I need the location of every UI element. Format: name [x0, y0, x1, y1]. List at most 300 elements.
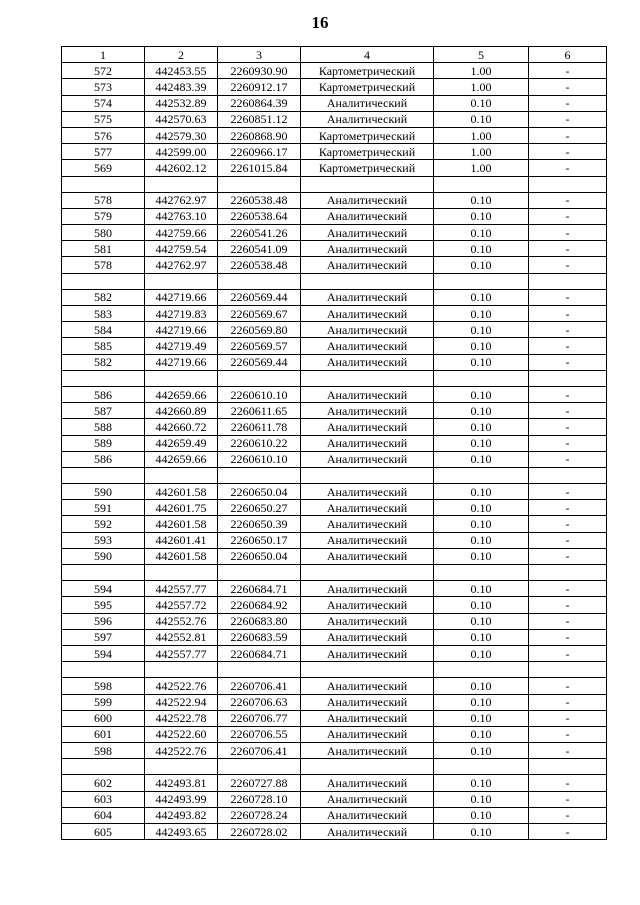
point-number-cell: 576 [62, 127, 145, 143]
empty-cell [529, 176, 607, 192]
point-number-cell: 582 [62, 354, 145, 370]
accuracy-cell: 0.10 [434, 710, 529, 726]
y-coordinate-cell: 2260706.77 [218, 710, 301, 726]
empty-cell [434, 273, 529, 289]
description-cell: - [529, 225, 607, 241]
y-coordinate-cell: 2260569.44 [218, 289, 301, 305]
point-number-cell: 572 [62, 63, 145, 79]
empty-cell [145, 176, 218, 192]
table-row [62, 775, 607, 791]
empty-cell [62, 273, 145, 289]
empty-cell [62, 370, 145, 386]
table-row [62, 548, 607, 564]
empty-cell [434, 759, 529, 775]
method-cell: Аналитический [301, 807, 434, 823]
accuracy-cell: 0.10 [434, 824, 529, 840]
method-cell: Аналитический [301, 403, 434, 419]
table-row [62, 807, 607, 823]
method-cell: Аналитический [301, 354, 434, 370]
column-header: 6 [529, 47, 607, 63]
table-row [62, 144, 607, 160]
y-coordinate-cell: 2260569.57 [218, 338, 301, 354]
empty-cell [301, 176, 434, 192]
description-cell: - [529, 95, 607, 111]
point-number-cell: 603 [62, 791, 145, 807]
x-coordinate-cell: 442601.58 [145, 484, 218, 500]
method-cell: Аналитический [301, 306, 434, 322]
method-cell: Аналитический [301, 613, 434, 629]
accuracy-cell: 0.10 [434, 791, 529, 807]
method-cell: Аналитический [301, 95, 434, 111]
y-coordinate-cell: 2260728.02 [218, 824, 301, 840]
accuracy-cell: 0.10 [434, 548, 529, 564]
description-cell: - [529, 208, 607, 224]
method-cell: Аналитический [301, 645, 434, 661]
accuracy-cell: 0.10 [434, 532, 529, 548]
point-number-cell: 588 [62, 419, 145, 435]
description-cell: - [529, 338, 607, 354]
method-cell: Аналитический [301, 694, 434, 710]
empty-cell [145, 370, 218, 386]
table-row [62, 289, 607, 305]
method-cell: Картометрический [301, 144, 434, 160]
table-row [62, 354, 607, 370]
y-coordinate-cell: 2261015.84 [218, 160, 301, 176]
accuracy-cell: 0.10 [434, 95, 529, 111]
accuracy-cell: 0.10 [434, 500, 529, 516]
point-number-cell: 604 [62, 807, 145, 823]
point-number-cell: 581 [62, 241, 145, 257]
description-cell: - [529, 613, 607, 629]
table-row [62, 403, 607, 419]
empty-cell [529, 565, 607, 581]
accuracy-cell: 0.10 [434, 645, 529, 661]
x-coordinate-cell: 442719.83 [145, 306, 218, 322]
description-cell: - [529, 710, 607, 726]
table-body [62, 47, 607, 840]
description-cell: - [529, 241, 607, 257]
description-cell: - [529, 127, 607, 143]
x-coordinate-cell: 442763.10 [145, 208, 218, 224]
method-cell: Аналитический [301, 824, 434, 840]
empty-cell [62, 662, 145, 678]
x-coordinate-cell: 442601.58 [145, 516, 218, 532]
empty-cell [434, 467, 529, 483]
table-row [62, 192, 607, 208]
description-cell: - [529, 111, 607, 127]
table-row [62, 629, 607, 645]
x-coordinate-cell: 442762.97 [145, 192, 218, 208]
point-number-cell: 578 [62, 192, 145, 208]
method-cell: Аналитический [301, 743, 434, 759]
x-coordinate-cell: 442579.30 [145, 127, 218, 143]
table-row [62, 338, 607, 354]
accuracy-cell: 0.10 [434, 629, 529, 645]
accuracy-cell: 0.10 [434, 322, 529, 338]
description-cell: - [529, 597, 607, 613]
empty-cell [62, 467, 145, 483]
y-coordinate-cell: 2260868.90 [218, 127, 301, 143]
accuracy-cell: 0.10 [434, 338, 529, 354]
y-coordinate-cell: 2260541.26 [218, 225, 301, 241]
x-coordinate-cell: 442719.66 [145, 354, 218, 370]
empty-cell [218, 467, 301, 483]
point-number-cell: 586 [62, 451, 145, 467]
table-row [62, 160, 607, 176]
point-number-cell: 602 [62, 775, 145, 791]
y-coordinate-cell: 2260610.10 [218, 451, 301, 467]
x-coordinate-cell: 442522.60 [145, 726, 218, 742]
table-row [62, 597, 607, 613]
x-coordinate-cell: 442522.76 [145, 743, 218, 759]
y-coordinate-cell: 2260684.71 [218, 645, 301, 661]
method-cell: Аналитический [301, 257, 434, 273]
method-cell: Аналитический [301, 597, 434, 613]
point-number-cell: 590 [62, 548, 145, 564]
accuracy-cell: 0.10 [434, 354, 529, 370]
x-coordinate-cell: 442762.97 [145, 257, 218, 273]
table-row [62, 111, 607, 127]
x-coordinate-cell: 442759.66 [145, 225, 218, 241]
x-coordinate-cell: 442659.66 [145, 451, 218, 467]
point-number-cell: 599 [62, 694, 145, 710]
empty-cell [434, 176, 529, 192]
accuracy-cell: 0.10 [434, 192, 529, 208]
accuracy-cell: 0.10 [434, 289, 529, 305]
method-cell: Картометрический [301, 79, 434, 95]
y-coordinate-cell: 2260569.67 [218, 306, 301, 322]
column-header: 3 [218, 47, 301, 63]
description-cell: - [529, 629, 607, 645]
y-coordinate-cell: 2260683.80 [218, 613, 301, 629]
point-number-cell: 593 [62, 532, 145, 548]
separator-row [62, 176, 607, 192]
point-number-cell: 585 [62, 338, 145, 354]
method-cell: Картометрический [301, 127, 434, 143]
accuracy-cell: 0.10 [434, 386, 529, 402]
table-row [62, 516, 607, 532]
method-cell: Аналитический [301, 581, 434, 597]
description-cell: - [529, 322, 607, 338]
y-coordinate-cell: 2260538.48 [218, 192, 301, 208]
description-cell: - [529, 775, 607, 791]
empty-cell [529, 273, 607, 289]
table-row [62, 435, 607, 451]
y-coordinate-cell: 2260569.80 [218, 322, 301, 338]
accuracy-cell: 1.00 [434, 63, 529, 79]
point-number-cell: 594 [62, 581, 145, 597]
point-number-cell: 597 [62, 629, 145, 645]
empty-cell [145, 467, 218, 483]
y-coordinate-cell: 2260706.55 [218, 726, 301, 742]
accuracy-cell: 0.10 [434, 597, 529, 613]
x-coordinate-cell: 442557.77 [145, 645, 218, 661]
point-number-cell: 575 [62, 111, 145, 127]
y-coordinate-cell: 2260864.39 [218, 95, 301, 111]
y-coordinate-cell: 2260650.27 [218, 500, 301, 516]
method-cell: Аналитический [301, 435, 434, 451]
description-cell: - [529, 645, 607, 661]
accuracy-cell: 0.10 [434, 726, 529, 742]
table-row [62, 386, 607, 402]
description-cell: - [529, 386, 607, 402]
table-row [62, 241, 607, 257]
method-cell: Аналитический [301, 289, 434, 305]
accuracy-cell: 0.10 [434, 484, 529, 500]
method-cell: Аналитический [301, 710, 434, 726]
point-number-cell: 601 [62, 726, 145, 742]
x-coordinate-cell: 442660.72 [145, 419, 218, 435]
y-coordinate-cell: 2260569.44 [218, 354, 301, 370]
description-cell: - [529, 63, 607, 79]
y-coordinate-cell: 2260650.04 [218, 548, 301, 564]
column-header: 2 [145, 47, 218, 63]
empty-cell [218, 370, 301, 386]
table-row [62, 710, 607, 726]
method-cell: Аналитический [301, 532, 434, 548]
x-coordinate-cell: 442602.12 [145, 160, 218, 176]
description-cell: - [529, 581, 607, 597]
accuracy-cell: 0.10 [434, 807, 529, 823]
method-cell: Аналитический [301, 241, 434, 257]
table-row [62, 451, 607, 467]
description-cell: - [529, 484, 607, 500]
method-cell: Аналитический [301, 111, 434, 127]
y-coordinate-cell: 2260650.17 [218, 532, 301, 548]
method-cell: Аналитический [301, 775, 434, 791]
accuracy-cell: 0.10 [434, 581, 529, 597]
table-row [62, 257, 607, 273]
empty-cell [434, 370, 529, 386]
x-coordinate-cell: 442659.49 [145, 435, 218, 451]
table-row [62, 127, 607, 143]
description-cell: - [529, 403, 607, 419]
x-coordinate-cell: 442552.81 [145, 629, 218, 645]
x-coordinate-cell: 442532.89 [145, 95, 218, 111]
column-header: 5 [434, 47, 529, 63]
y-coordinate-cell: 2260538.64 [218, 208, 301, 224]
table-row [62, 419, 607, 435]
method-cell: Аналитический [301, 419, 434, 435]
table-row [62, 613, 607, 629]
table-row [62, 581, 607, 597]
point-number-cell: 569 [62, 160, 145, 176]
table-row [62, 532, 607, 548]
method-cell: Картометрический [301, 160, 434, 176]
x-coordinate-cell: 442557.72 [145, 597, 218, 613]
empty-cell [529, 467, 607, 483]
description-cell: - [529, 516, 607, 532]
method-cell: Картометрический [301, 63, 434, 79]
table-row [62, 208, 607, 224]
description-cell: - [529, 289, 607, 305]
point-number-cell: 580 [62, 225, 145, 241]
point-number-cell: 594 [62, 645, 145, 661]
table-row [62, 645, 607, 661]
description-cell: - [529, 435, 607, 451]
x-coordinate-cell: 442453.55 [145, 63, 218, 79]
description-cell: - [529, 791, 607, 807]
method-cell: Аналитический [301, 192, 434, 208]
accuracy-cell: 1.00 [434, 79, 529, 95]
point-number-cell: 592 [62, 516, 145, 532]
description-cell: - [529, 144, 607, 160]
description-cell: - [529, 306, 607, 322]
empty-cell [301, 759, 434, 775]
accuracy-cell: 0.10 [434, 403, 529, 419]
point-number-cell: 574 [62, 95, 145, 111]
x-coordinate-cell: 442522.76 [145, 678, 218, 694]
empty-cell [145, 273, 218, 289]
description-cell: - [529, 192, 607, 208]
y-coordinate-cell: 2260706.41 [218, 743, 301, 759]
method-cell: Аналитический [301, 208, 434, 224]
x-coordinate-cell: 442660.89 [145, 403, 218, 419]
table-row [62, 306, 607, 322]
description-cell: - [529, 743, 607, 759]
point-number-cell: 586 [62, 386, 145, 402]
description-cell: - [529, 79, 607, 95]
description-cell: - [529, 451, 607, 467]
y-coordinate-cell: 2260650.39 [218, 516, 301, 532]
description-cell: - [529, 548, 607, 564]
empty-cell [218, 565, 301, 581]
page-number: 16 [311, 13, 329, 32]
description-cell: - [529, 160, 607, 176]
method-cell: Аналитический [301, 225, 434, 241]
point-number-cell: 600 [62, 710, 145, 726]
empty-cell [529, 759, 607, 775]
x-coordinate-cell: 442659.66 [145, 386, 218, 402]
empty-cell [529, 662, 607, 678]
empty-cell [145, 662, 218, 678]
table-row [62, 500, 607, 516]
method-cell: Аналитический [301, 548, 434, 564]
y-coordinate-cell: 2260930.90 [218, 63, 301, 79]
table-row [62, 824, 607, 840]
accuracy-cell: 0.10 [434, 208, 529, 224]
table-row [62, 791, 607, 807]
accuracy-cell: 0.10 [434, 306, 529, 322]
table-row [62, 225, 607, 241]
description-cell: - [529, 678, 607, 694]
point-number-cell: 577 [62, 144, 145, 160]
point-number-cell: 587 [62, 403, 145, 419]
x-coordinate-cell: 442522.78 [145, 710, 218, 726]
point-number-cell: 598 [62, 743, 145, 759]
accuracy-cell: 0.10 [434, 743, 529, 759]
point-number-cell: 578 [62, 257, 145, 273]
accuracy-cell: 0.10 [434, 613, 529, 629]
point-number-cell: 589 [62, 435, 145, 451]
x-coordinate-cell: 442493.99 [145, 791, 218, 807]
empty-cell [145, 565, 218, 581]
separator-row [62, 370, 607, 386]
y-coordinate-cell: 2260728.10 [218, 791, 301, 807]
point-number-cell: 579 [62, 208, 145, 224]
table-header-row [62, 47, 607, 63]
accuracy-cell: 0.10 [434, 451, 529, 467]
y-coordinate-cell: 2260706.63 [218, 694, 301, 710]
empty-cell [301, 565, 434, 581]
table-row [62, 694, 607, 710]
accuracy-cell: 0.10 [434, 694, 529, 710]
empty-cell [218, 273, 301, 289]
description-cell: - [529, 532, 607, 548]
accuracy-cell: 0.10 [434, 516, 529, 532]
x-coordinate-cell: 442719.66 [145, 289, 218, 305]
y-coordinate-cell: 2260706.41 [218, 678, 301, 694]
empty-cell [62, 759, 145, 775]
column-header: 4 [301, 47, 434, 63]
separator-row [62, 467, 607, 483]
y-coordinate-cell: 2260912.17 [218, 79, 301, 95]
accuracy-cell: 0.10 [434, 257, 529, 273]
x-coordinate-cell: 442493.82 [145, 807, 218, 823]
column-header: 1 [62, 47, 145, 63]
x-coordinate-cell: 442719.49 [145, 338, 218, 354]
empty-cell [62, 565, 145, 581]
empty-cell [145, 759, 218, 775]
y-coordinate-cell: 2260650.04 [218, 484, 301, 500]
x-coordinate-cell: 442557.77 [145, 581, 218, 597]
method-cell: Аналитический [301, 484, 434, 500]
method-cell: Аналитический [301, 338, 434, 354]
accuracy-cell: 0.10 [434, 111, 529, 127]
table-row [62, 484, 607, 500]
separator-row [62, 662, 607, 678]
y-coordinate-cell: 2260684.92 [218, 597, 301, 613]
y-coordinate-cell: 2260683.59 [218, 629, 301, 645]
x-coordinate-cell: 442552.76 [145, 613, 218, 629]
x-coordinate-cell: 442719.66 [145, 322, 218, 338]
x-coordinate-cell: 442601.75 [145, 500, 218, 516]
description-cell: - [529, 726, 607, 742]
y-coordinate-cell: 2260684.71 [218, 581, 301, 597]
accuracy-cell: 0.10 [434, 419, 529, 435]
method-cell: Аналитический [301, 386, 434, 402]
empty-cell [218, 759, 301, 775]
separator-row [62, 759, 607, 775]
y-coordinate-cell: 2260851.12 [218, 111, 301, 127]
method-cell: Аналитический [301, 791, 434, 807]
point-number-cell: 598 [62, 678, 145, 694]
point-number-cell: 573 [62, 79, 145, 95]
empty-cell [529, 370, 607, 386]
table-row [62, 63, 607, 79]
table-row [62, 743, 607, 759]
coordinates-table [61, 46, 607, 840]
method-cell: Аналитический [301, 451, 434, 467]
description-cell: - [529, 694, 607, 710]
point-number-cell: 605 [62, 824, 145, 840]
y-coordinate-cell: 2260728.24 [218, 807, 301, 823]
y-coordinate-cell: 2260966.17 [218, 144, 301, 160]
description-cell: - [529, 824, 607, 840]
point-number-cell: 596 [62, 613, 145, 629]
accuracy-cell: 0.10 [434, 775, 529, 791]
table-row [62, 726, 607, 742]
point-number-cell: 582 [62, 289, 145, 305]
x-coordinate-cell: 442483.39 [145, 79, 218, 95]
empty-cell [301, 662, 434, 678]
accuracy-cell: 0.10 [434, 435, 529, 451]
method-cell: Аналитический [301, 678, 434, 694]
empty-cell [301, 467, 434, 483]
x-coordinate-cell: 442759.54 [145, 241, 218, 257]
separator-row [62, 565, 607, 581]
y-coordinate-cell: 2260610.10 [218, 386, 301, 402]
